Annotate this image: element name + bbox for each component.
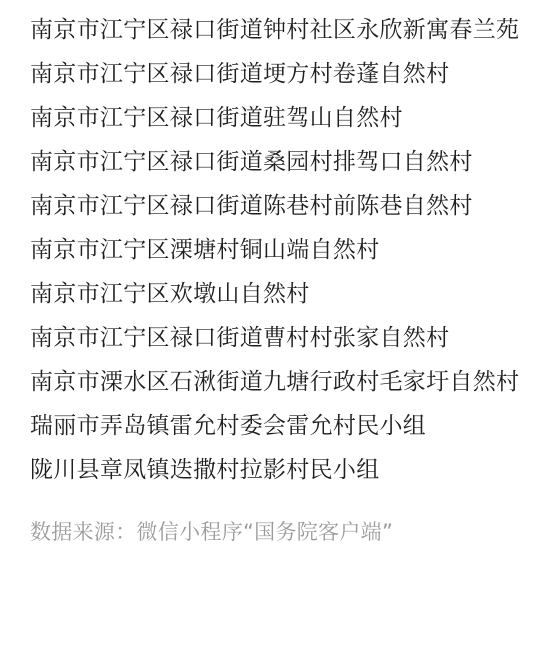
list-item: 南京市江宁区禄口街道曹村村张家自然村 [30,325,450,351]
list-item: 瑞丽市弄岛镇雷允村委会雷允村民小组 [30,413,427,439]
document-body [30,8,530,550]
list-item: 南京市江宁区溧塘村铜山端自然村 [30,237,380,263]
list-item: 南京市江宁区禄口街道埂方村卷蓬自然村 [30,61,450,87]
list-item: 南京市江宁区禄口街道钟村社区永欣新寓春兰苑 [30,17,520,43]
list-item: 南京市江宁区欢墩山自然村 [30,281,310,307]
list-item: 南京市江宁区禄口街道驻驾山自然村 [30,105,403,131]
data-source-note: 数据来源：微信小程序“国务院客户端” [30,520,394,544]
list-item: 南京市溧水区石湫街道九塘行政村毛家圩自然村 [30,369,520,395]
list-item: 陇川县章凤镇迭撒村拉影村民小组 [30,457,380,483]
list-item: 南京市江宁区禄口街道陈巷村前陈巷自然村 [30,193,473,219]
list-item: 南京市江宁区禄口街道桑园村排驾口自然村 [30,149,473,175]
area-list [30,8,530,492]
